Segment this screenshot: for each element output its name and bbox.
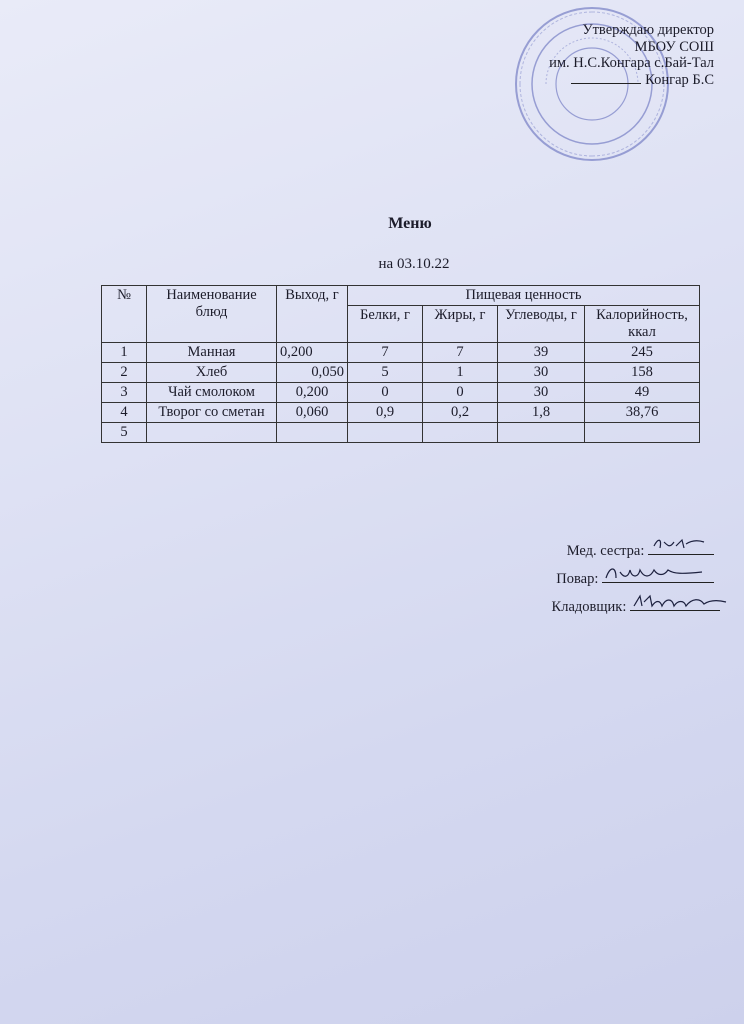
header-protein: Белки, г [348,306,423,343]
cell-calories: 49 [585,383,700,403]
nurse-signature [648,540,714,555]
cell-fat: 7 [423,343,498,363]
cell-no: 4 [102,403,147,423]
cell-fat [423,423,498,443]
handwritten-signature-icon [630,592,730,612]
header-output: Выход, г [277,286,348,343]
header-calories: Калорийность, ккал [585,306,700,343]
table-header-row [102,286,700,306]
handwritten-signature-icon [602,564,712,584]
menu-date: на 03.10.22 [378,256,450,272]
cell-carbs: 30 [498,383,585,403]
cell-output: 0,200 [277,343,348,363]
cell-output: 0,060 [277,403,348,423]
cell-name: Манная [147,343,277,363]
table-row [102,403,700,423]
signatures-block [552,540,714,624]
cell-output: 0,050 [277,363,348,383]
cell-protein: 7 [348,343,423,363]
cell-carbs: 1,8 [498,403,585,423]
handwritten-signature-icon [648,536,708,556]
cell-output: 0,200 [277,383,348,403]
header-name: Наименование блюд [147,286,277,343]
cell-fat: 0,2 [423,403,498,423]
approval-line-3: им. Н.С.Конгара с.Бай-Тал [549,55,714,71]
cell-fat: 1 [423,363,498,383]
table-row [102,423,700,443]
cell-no: 3 [102,383,147,403]
cell-protein: 0,9 [348,403,423,423]
page-title: Меню [388,215,432,232]
director-signature-line [571,83,641,84]
header-carbs: Углеводы, г [498,306,585,343]
director-name: Конгар Б.С [645,71,714,88]
header-nutrition: Пищевая ценность [348,286,700,306]
menu-table [101,285,700,443]
cell-calories: 245 [585,343,700,363]
cell-no: 5 [102,423,147,443]
storekeeper-label: Кладовщик: [551,599,627,615]
cell-name: Хлеб [147,363,277,383]
table-row [102,383,700,403]
cell-carbs: 39 [498,343,585,363]
storekeeper-signature-row [552,596,720,624]
cook-signature [602,568,714,583]
cell-name: Творог со сметан [147,403,277,423]
cook-label: Повар: [556,571,599,587]
cell-protein: 5 [348,363,423,383]
cell-name [147,423,277,443]
cell-calories: 158 [585,363,700,383]
header-fat: Жиры, г [423,306,498,343]
cell-no: 1 [102,343,147,363]
approval-line-2: МБОУ СОШ [634,38,714,55]
cell-name: Чай смолоком [147,383,277,403]
cell-no: 2 [102,363,147,383]
approval-line-4 [549,72,714,89]
cell-protein [348,423,423,443]
cell-carbs: 30 [498,363,585,383]
storekeeper-signature [630,596,720,611]
cell-calories: 38,76 [585,403,700,423]
approval-block [549,22,714,88]
cell-carbs [498,423,585,443]
cell-calories [585,423,700,443]
cell-protein: 0 [348,383,423,403]
cell-output [277,423,348,443]
table-row [102,363,700,383]
cell-fat: 0 [423,383,498,403]
approval-line-1: Утверждаю директор [582,22,714,38]
header-no: № [102,286,147,343]
table-row [102,343,700,363]
nurse-label: Мед. сестра: [566,543,645,559]
